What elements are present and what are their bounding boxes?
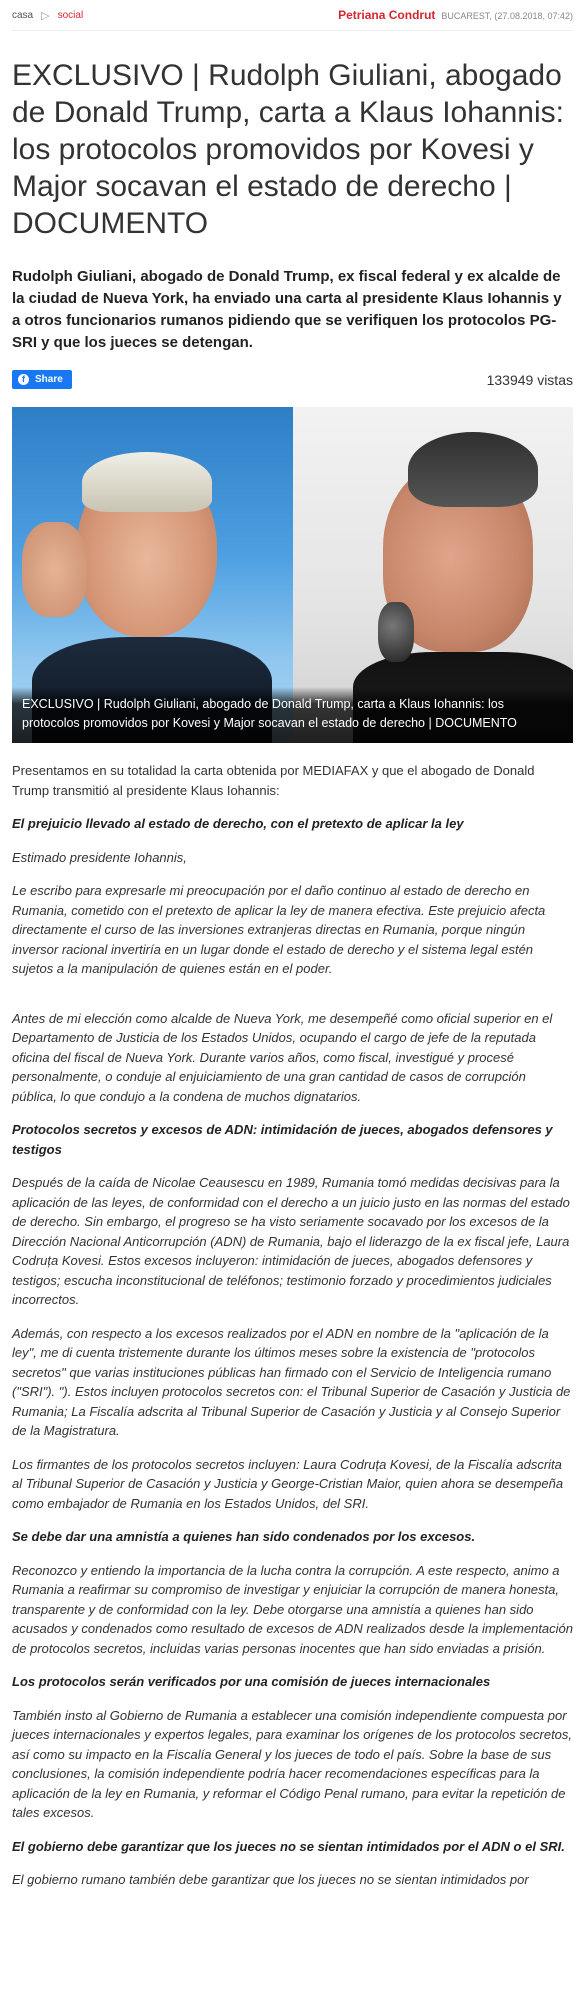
share-label: Share: [35, 374, 63, 385]
byline: [338, 8, 573, 22]
salutation: Estimado presidente Iohannis,: [12, 849, 187, 865]
section-heading: Se debe dar una amnistía a quienes han sido condenados por los excesos.: [12, 1529, 476, 1544]
paragraph: Antes de mi elección como alcalde de Nueva York, me desempeñé como oficial superior en el Departamento de Justicia de los Estados Unidos, ocupando el cargo de jefe de la reputada oficina del fiscal de Nueva York. Durante varios años, como fiscal, investigué y procesé personalmente, o conduje al enjuiciamiento de una gran cantidad de casos de corrupción pública, lo que condujo a la condena de muchos dignatarios.: [12, 1010, 553, 1104]
section-heading: El gobierno debe garantizar que los jueces no se sientan intimidados por el ADN o el SRI.: [12, 1838, 565, 1854]
facebook-share-button[interactable]: [12, 370, 72, 389]
view-count: 133949 vistas: [486, 371, 573, 388]
section-heading: Los protocolos serán verificados por una comisión de jueces internacionales: [12, 1674, 491, 1689]
author-link[interactable]: Petriana Condrut: [338, 8, 436, 22]
paragraph: Le escribo para expresarle mi preocupación por el daño continuo al estado de derecho en Rumania, cometido con el pretexto de aplicar la ley de manera efectiva. Este prejuicio afecta directamente el curso de las inversiones extranjeras directas en Rumania, porque ningún inversor racional invertiría en un lugar donde el estado de derecho y el sistema legal estén sujetos a la manipulación de quienes están en el poder.: [12, 883, 546, 976]
dateline: BUCAREST, (27.08.2018, 07:42): [441, 11, 573, 21]
paragraph: Presentamos en su totalidad la carta obtenida por MEDIAFAX y que el abogado de Donald Trump transmitió al presidente Klaus Iohannis:: [12, 763, 535, 798]
breadcrumb-home-link[interactable]: casa: [12, 9, 34, 21]
breadcrumb-category-link[interactable]: social: [57, 9, 84, 21]
microphone-icon: [378, 602, 414, 662]
breadcrumb-separator-icon: ▷: [41, 9, 50, 22]
article-lead: Rudolph Giuliani, abogado de Donald Trump, ex fiscal federal y ex alcalde de la ciudad de Nueva York, ha enviado una carta al presidente Klaus Iohannis y a otros funcionarios rumanos pidiendo que se verifiquen los protocolos PG-SRI y que los jueces se detengan.: [12, 268, 562, 351]
paragraph: También insto al Gobierno de Rumania a establecer una comisión independiente compuesta por jueces internacionales y expertos legales, para examinar los orígenes de los protocolos secretos, así como su impacto en la Fiscalía General y los jueces de todo el país. Sobre la base de sus conclusiones, la comisión independiente podría hacer recomendaciones específicas para la aplicación de la ley en Rumania, y reformar el Código Penal rumano, para evitar la repetición de tales excesos.: [12, 1707, 573, 1820]
paragraph: Los firmantes de los protocolos secretos incluyen: Laura Codruța Kovesi, de la Fiscalía adscrita al Tribunal Superior de Casación y Justicia y George-Cristian Maior, quien ahora se desempeña como embajador de Rumania en los Estados Unidos, del SRI.: [12, 1456, 564, 1511]
paragraph: El gobierno rumano también debe garantizar que los jueces no se sientan intimidados por: [12, 1872, 529, 1887]
section-heading: Protocolos secretos y excesos de ADN: intimidación de jueces, abogados defensores y testigos: [12, 1122, 553, 1157]
hero-image: [12, 407, 573, 743]
paragraph: Además, con respecto a los excesos realizados por el ADN en nombre de la "aplicación de la ley", me di cuenta tristemente durante los últimos meses sobre la existencia de "protocolos secretos" que varias instituciones públicas han firmado con el Servicio de Inteligencia rumano ("SRI"). "). Estos incluyen protocolos secretos con: el Tribunal Superior de Casación y Justicia de Rumania; La Fiscalía adscrita al Tribunal Superior de Casación y Justicia y al Consejo Superior de la Magistratura.: [12, 1325, 571, 1438]
section-heading: El prejuicio llevado al estado de derecho, con el pretexto de aplicar la ley: [12, 816, 464, 831]
article-body: [12, 761, 573, 1890]
facebook-icon: f: [18, 374, 29, 385]
paragraph: Reconozco y entiendo la importancia de la lucha contra la corrupción. A este respecto, animo a Rumania a reafirmar su compromiso de investigar y enjuiciar la corrupción de manera honesta, transparente y de conformidad con la ley. Debe otorgarse una amnistía a quienes han sido acusados y condenados como resultado de excesos de ADN realizados desde la implementación de protocolos secretos, incluidas varias personas inocentes que han sido enviadas a prisión.: [12, 1562, 574, 1656]
paragraph: Después de la caída de Nicolae Ceausescu en 1989, Rumania tomó medidas decisivas para la aplicación de las leyes, de conformidad con el derecho a un juicio justo en las normas del estado de derecho. Sin embargo, el progreso se ha visto seriamente socavado por los excesos de la Dirección Nacional Anticorrupción (ADN) de Rumania, bajo el liderazgo de la ex fiscal jefe, Laura Codruța Kovesi. Estos excesos incluyeron: intimidación de jueces, abogados defensores y testigos; escucha inconstitucional de teléfonos; testimonio forzado y procedimientos judiciales incorrectos.: [12, 1175, 570, 1307]
article-meta: [12, 370, 573, 389]
hero-caption: EXCLUSIVO | Rudolph Giuliani, abogado de Donald Trump, carta a Klaus Iohannis: los protocolos promovidos por Kovesi y Major socavan el estado de derecho | DOCUMENTO: [12, 687, 573, 743]
breadcrumb-bar: [12, 0, 573, 31]
article-title: EXCLUSIVO | Rudolph Giuliani, abogado de Donald Trump, carta a Klaus Iohannis: los protocolos promovidos por Kovesi y Major socavan el estado de derecho | DOCUMENTO: [12, 59, 564, 240]
